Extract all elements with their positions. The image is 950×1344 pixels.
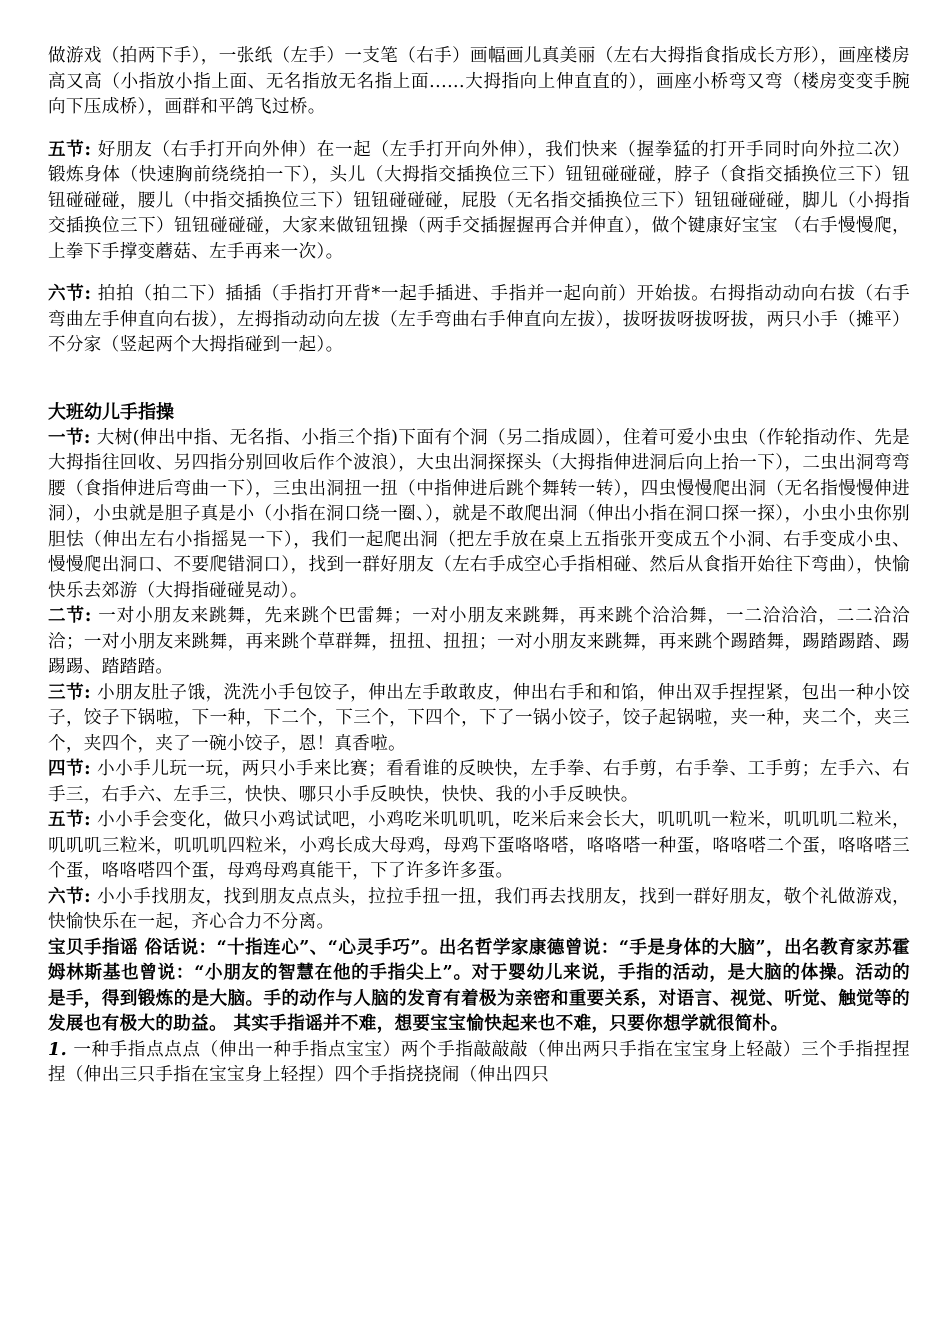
item-text: 小朋友肚子饿，洗洗小手包饺子，伸出左手敢敢皮，伸出右手和和馅，伸出双手捏捏紧，包出一种小饺子，饺子下锅啦，下一种，下二个，下三个，下四个，下了一锅小饺子，饺子起锅啦，夹一种，夹二个，夹三个，夹四个，夹了一碗小饺子，恩！真香啦。: [48, 682, 910, 754]
item-text: 一种手指点点点（伸出一种手指点宝宝）两个手指敲敲敲（伸出两只手指在宝宝身上轻敲）三个手指捏捏捏（伸出三只手指在宝宝身上轻捏）四个手指挠挠闹（伸出四只: [48, 1039, 910, 1085]
item-text: 一对小朋友来跳舞，先来跳个巴雷舞；一对小朋友来跳舞，再来跳个洽洽舞，一二洽洽洽，二二洽洽洽；一对小朋友来跳舞，再来跳个草群舞，扭扭、扭扭；一对小朋友来跳舞，再来跳个踢踏舞，踢踏踢踏、踢踢踢、踏踏踏。: [48, 606, 910, 677]
item-number: 1.: [48, 1039, 68, 1060]
item-label: 六节:: [48, 886, 91, 907]
item-label: 五节:: [48, 810, 91, 830]
item-label: 六节:: [48, 284, 92, 304]
section1-item-5: [48, 138, 910, 266]
item-text: 大树(伸出中指、无名指、小指三个指)下面有个洞（另二指成圆），住着可爱小虫虫（作轮指动作、先是大拇指往回收、另四指分别回收后作个波浪），大虫出洞探探头（大拇指伸进洞后向上抬一下），二虫出洞弯弯腰（食指伸进后弯曲一下），三虫出洞扭一扭（中指伸进后跳个舞转一转），四虫慢慢爬出洞（无名指慢慢伸进洞），小虫就是胆子真是小（小指在洞口绕一圈、），就是不敢爬出洞（伸出小指在洞口探一探），小虫小虫你别胆怯（伸出左右小指摇晃一下），我们一起爬出洞（把左手放在桌上五指张开变成五个小洞、右手变成小虫、慢慢爬出洞口、不要爬错洞口），找到一群好朋友（左右手成空心手指相碰、然后从食指开始往下弯曲），快愉快乐去郊游（大拇指碰碰晃动）。: [48, 427, 910, 601]
item-text: 好朋友（右手打开向外伸）在一起（左手打开向外伸），我们快来（握拳猛的打开手同时向外拉二次）锻炼身体（快速胸前绕绕拍一下），头儿（大拇指交插换位三下）钮钮碰碰碰，脖子（食指交插换位三下）钮钮碰碰碰，腰儿（中指交插换位三下）钮钮碰碰碰，屁股（无名指交插换位三下）钮钮碰碰碰，脚儿（小拇指交插换位三下）钮钮碰碰碰，大家来做钮钮操（两手交插握握再合并伸直），做个键康好宝宝 （右手慢慢爬，上拳下手撑变蘑菇、左手再来一次）。: [48, 139, 910, 262]
section1-item-6: [48, 282, 910, 359]
document-page: [48, 44, 910, 1089]
intro-paragraph: 做游戏（拍两下手），一张纸（左手）一支笔（右手）画幅画儿真美丽（左右大拇指食指成长方形），画座楼房高又高（小指放小指上面、无名指放无名指上面......大拇指向上伸直直的），画座小桥弯又弯（楼房变变手腕向下压成桥），画群和平鸽飞过桥。: [48, 46, 910, 117]
section2-item-4: [48, 757, 910, 808]
item-text: 拍拍（拍二下）插插（手指打开背*一起手插进、手指并一起向前）开始拔。右拇指动动向右拔（右手弯曲左手伸直向右拔），左拇指动动向左拔（左手弯曲右手伸直向左拔），拔呀拔呀拔呀拔，两只小手（摊平）不分家（竖起两个大拇指碰到一起）。: [48, 284, 910, 355]
item-label: 二节:: [48, 606, 92, 626]
section-title: 大班幼儿手指操: [48, 401, 174, 423]
item-label: 一节:: [48, 427, 91, 448]
finger-rhyme-intro: 宝贝手指谣 俗话说：“十指连心”、“心灵手巧”。出名哲学家康德曾说：“手是身体的大脑”，出名教育家苏霍姆林斯基也曾说：“小朋友的智慧在他的手指尖上”。对于婴幼儿来说，手指的活动，是大脑的体操。活动的是手，得到锻炼的是大脑。手的动作与人脑的发育有着极为亲密和重要关系，对语言、视觉、听觉、触觉等的发展也有极大的助益。 其实手指谣并不难，想要宝宝愉快起来也不难，只要你想学就很简朴。: [48, 937, 910, 1034]
section2-item-2: [48, 604, 910, 681]
section2-item-3: [48, 681, 910, 758]
section2-item-1: [48, 426, 910, 605]
item-label: 四节:: [48, 759, 91, 779]
item-text: 小小手找朋友，找到朋友点点头，拉拉手扭一扭，我们再去找朋友，找到一群好朋友，敬个礼做游戏，快愉快乐在一起，齐心合力不分离。: [48, 886, 910, 932]
section2-item-6: [48, 885, 910, 936]
item-text: 小小手儿玩一玩，两只小手来比赛；看看谁的反映快，左手拳、右手剪，右手拳、工手剪；左手六、右手三，右手六、左手三，快快、哪只小手反映快，快快、我的小手反映快。: [48, 759, 910, 805]
section2-item-5: [48, 808, 910, 885]
finger-rhyme-item-1: [48, 1038, 910, 1089]
item-text: 小小手会变化，做只小鸡试试吧，小鸡吃米叽叽叽，吃米后来会长大，叽叽叽一粒米，叽叽叽二粒米，叽叽叽三粒米，叽叽叽四粒米，小鸡长成大母鸡，母鸡下蛋咯咯嗒，咯咯嗒一种蛋，咯咯嗒二个蛋，咯咯嗒三个蛋，咯咯嗒四个蛋，母鸡母鸡真能干，下了许多许多蛋。: [48, 810, 910, 881]
item-label: 五节:: [48, 139, 92, 160]
item-label: 三节:: [48, 682, 91, 703]
